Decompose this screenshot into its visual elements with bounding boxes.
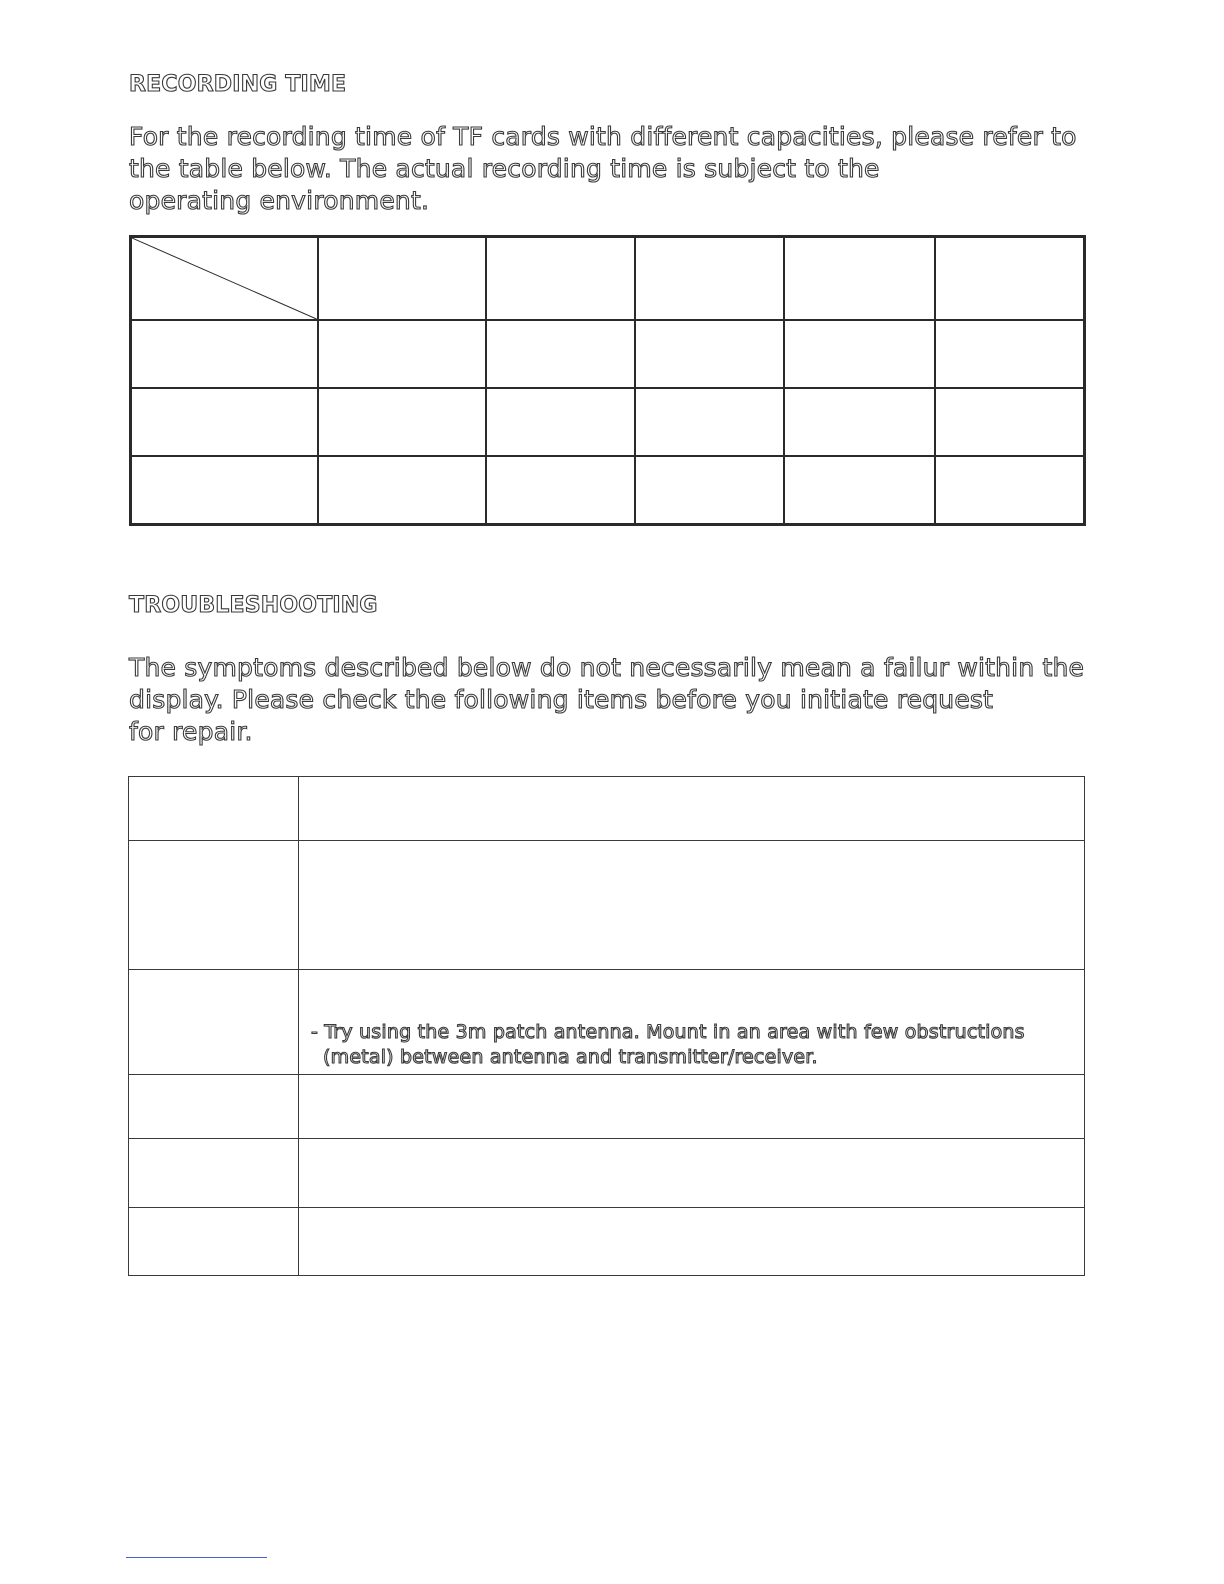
table-row: [129, 841, 1085, 970]
diagonal-divider-line: [132, 238, 317, 319]
table-cell: [635, 388, 784, 456]
intro-line: The symptoms described below do not necessarily mean a failur within the: [129, 653, 1085, 682]
solution-line: (metal) between antenna and transmitter/receiver.: [323, 1046, 818, 1068]
table-header-row: [131, 237, 1085, 321]
table-cell: [318, 456, 486, 525]
intro-line: for repair.: [129, 717, 253, 746]
table-row: [129, 1208, 1085, 1276]
table-row: [129, 777, 1085, 841]
table-cell: [935, 320, 1085, 388]
header-cell: [635, 237, 784, 321]
table-cell: [131, 320, 318, 388]
table-cell: [318, 320, 486, 388]
table-row: [129, 1075, 1085, 1139]
table-row: [129, 1139, 1085, 1208]
table-cell: [784, 388, 935, 456]
table-cell: [635, 320, 784, 388]
solution-cell: [299, 841, 1085, 970]
recording-time-intro: [129, 121, 1089, 217]
solution-cell: [299, 777, 1085, 841]
header-cell: [784, 237, 935, 321]
solution-line: - Try using the 3m patch antenna. Mount in an area with few obstructions: [311, 1021, 1025, 1043]
table-cell: [131, 388, 318, 456]
symptom-cell: [129, 841, 299, 970]
troubleshooting-intro: [129, 652, 1089, 748]
table-row: [131, 388, 1085, 456]
intro-line: For the recording time of TF cards with different capacities, please refer to: [129, 122, 1077, 151]
table-row: [131, 456, 1085, 525]
table-cell: [318, 388, 486, 456]
table-cell: [486, 456, 635, 525]
solution-cell: [299, 970, 1085, 1075]
table-cell: [935, 456, 1085, 525]
symptom-cell: [129, 1208, 299, 1276]
table-cell: [486, 388, 635, 456]
footer-rule: [126, 1557, 267, 1558]
intro-line: the table below. The actual recording time is subject to the: [129, 154, 880, 183]
table-cell: [486, 320, 635, 388]
solution-cell: [299, 1139, 1085, 1208]
table-cell: [935, 388, 1085, 456]
header-cell: [318, 237, 486, 321]
solution-cell: [299, 1075, 1085, 1139]
table-cell: [784, 320, 935, 388]
symptom-cell: [129, 1139, 299, 1208]
symptom-cell: [129, 970, 299, 1075]
header-cell: [486, 237, 635, 321]
recording-time-table: [129, 235, 1086, 526]
table-cell: [784, 456, 935, 525]
troubleshooting-table: [128, 776, 1085, 1276]
symptom-cell: [129, 777, 299, 841]
table-cell: [131, 456, 318, 525]
intro-line: display. Please check the following items before you initiate request: [129, 685, 994, 714]
troubleshooting-heading: TROUBLESHOOTING: [129, 593, 378, 618]
symptom-cell: [129, 1075, 299, 1139]
diagonal-corner-cell: [131, 237, 318, 321]
header-cell: [935, 237, 1085, 321]
solution-cell: [299, 1208, 1085, 1276]
table-row: [131, 320, 1085, 388]
recording-time-heading: RECORDING TIME: [129, 72, 347, 97]
table-cell: [635, 456, 784, 525]
table-row: [129, 970, 1085, 1075]
intro-line: operating environment.: [129, 186, 430, 215]
